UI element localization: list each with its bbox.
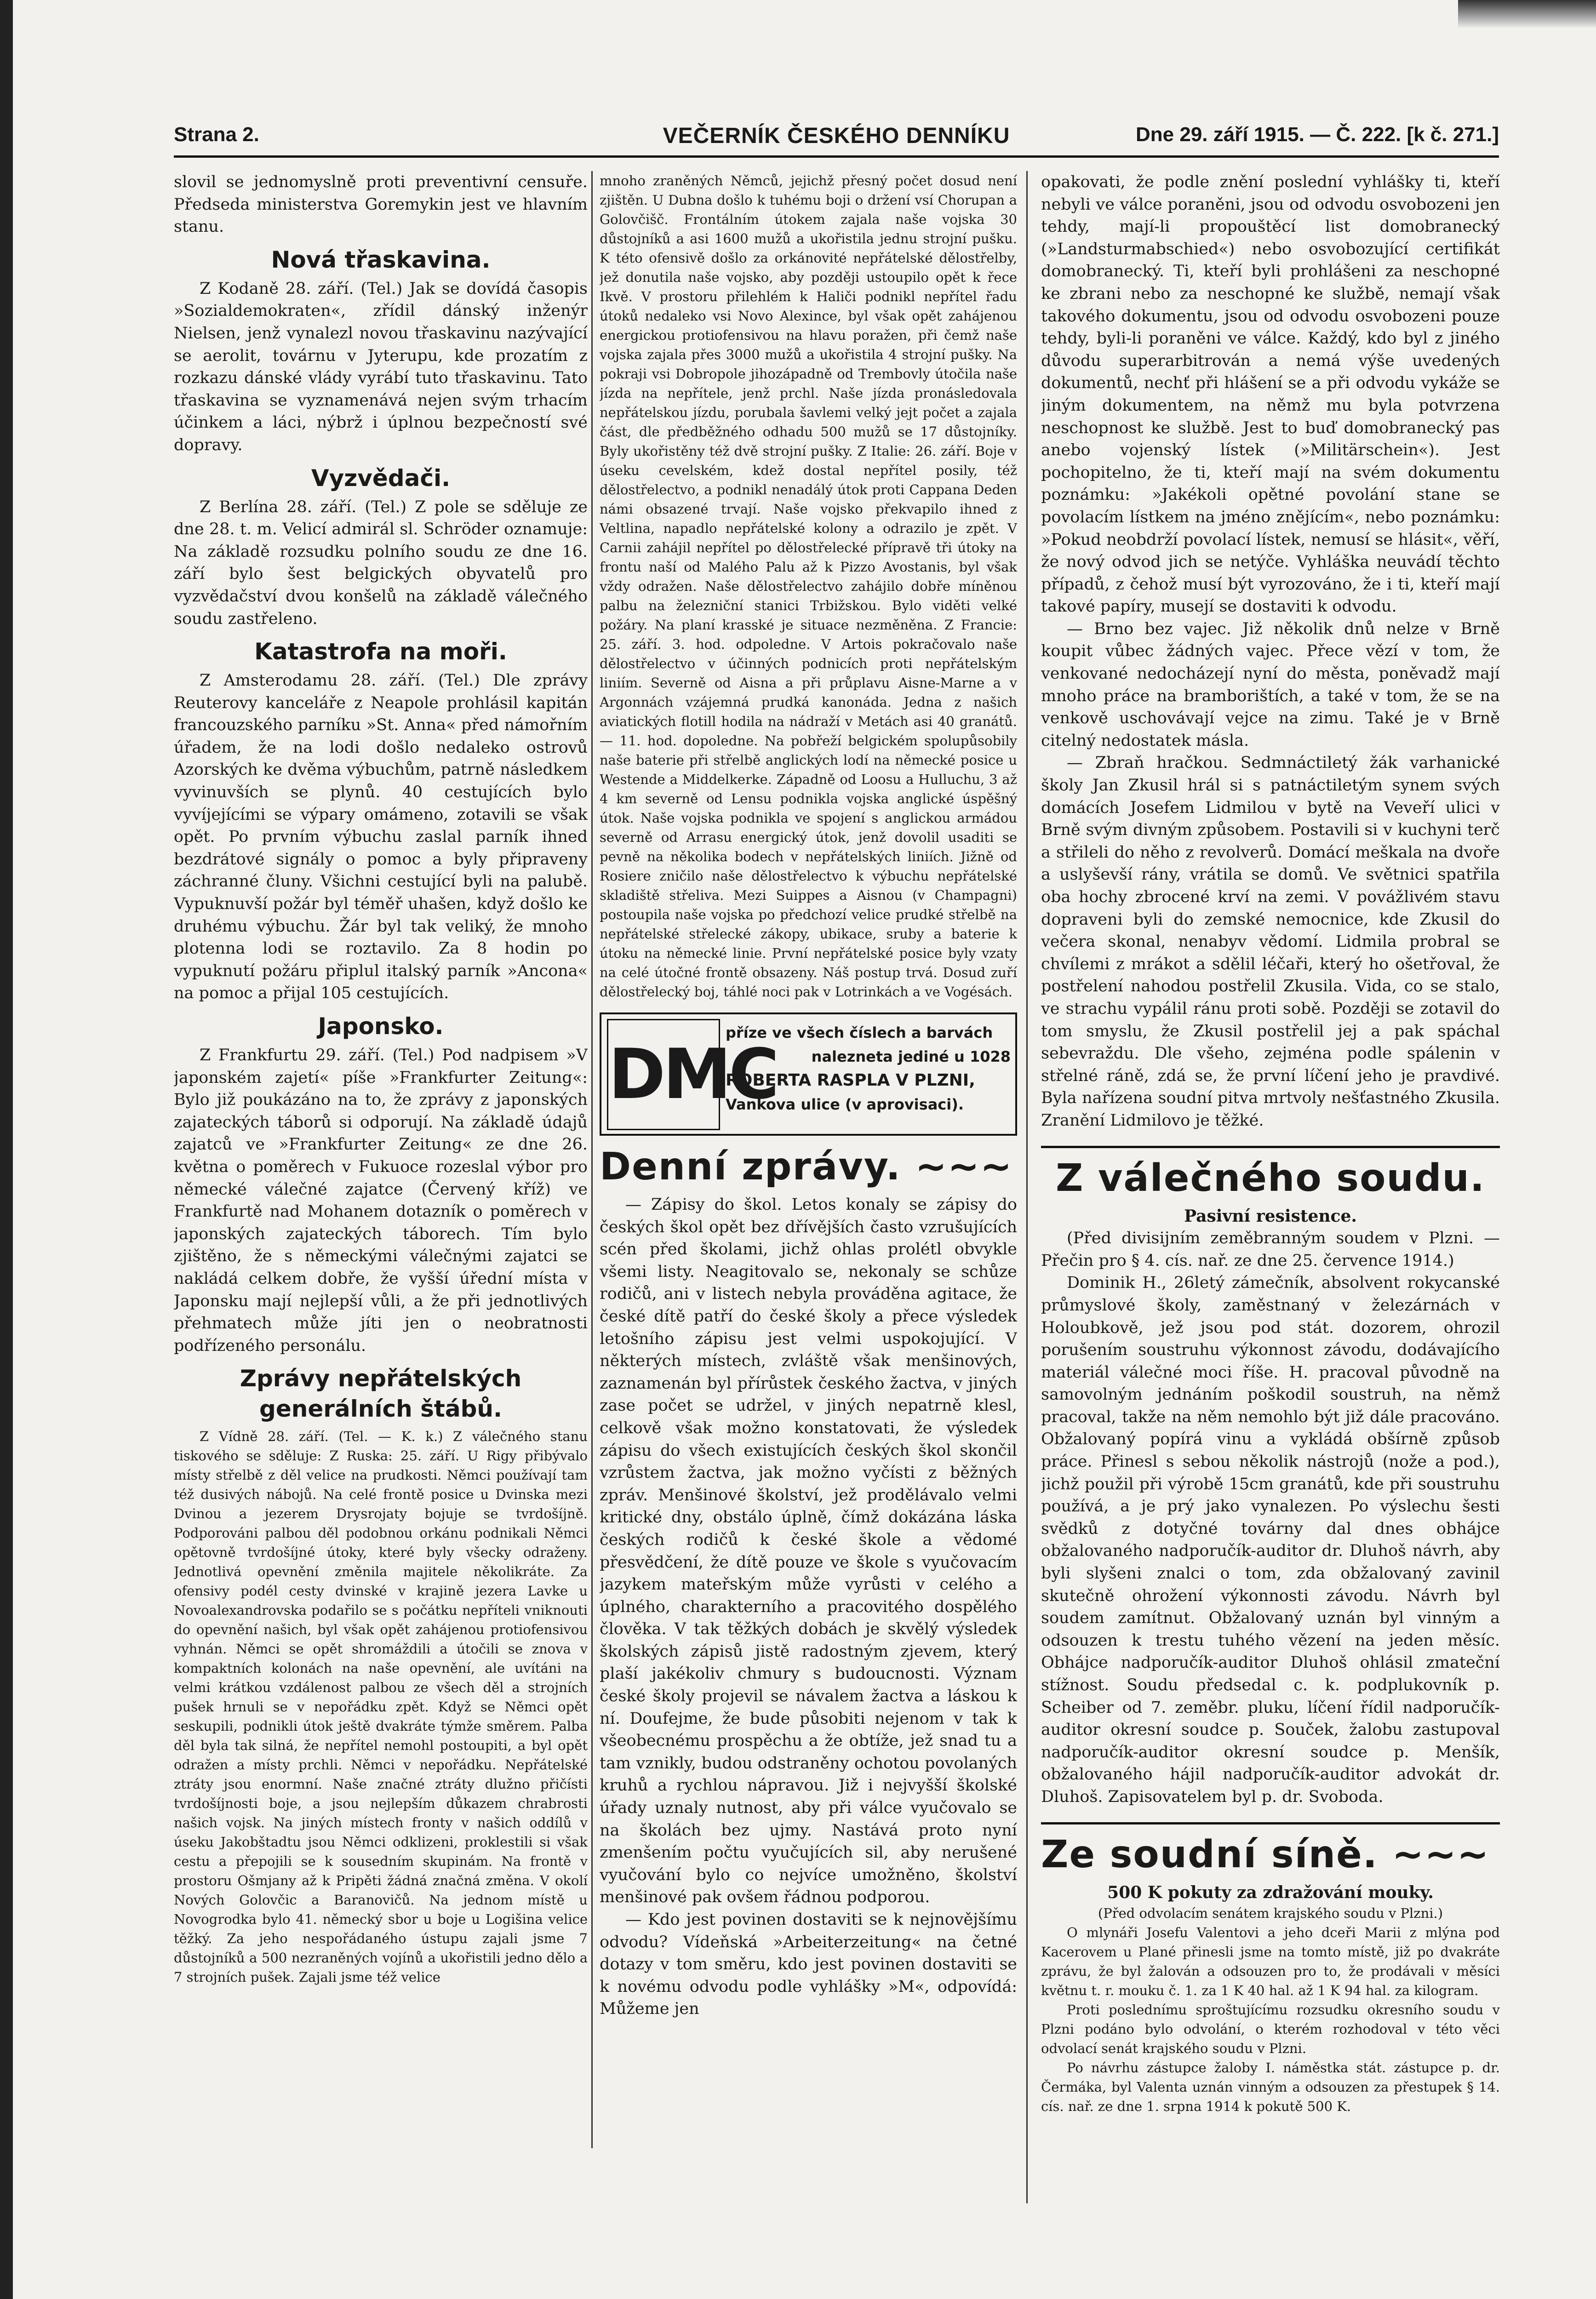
headline-japan: Japonsko. bbox=[318, 1013, 444, 1040]
article-text: Z Vídně 28. září. (Tel. — K. k.) Z válečného stanu tiskového se sděluje: Z Ruska: 25. září. U Rigy přibývalo místy střelbě z děl velice na prudkosti. Němci používají tam též dusivých nábojů. Na celé frontě posice u Dvinska mezi Dvinou a jezerem Drysrojaty bojuje se tvrdošíjně. Podporováni palbou děl podobnou orkánu podnikali Němci opětovně tvrdošíjné útoky, které byly všecky odraženy. Jednotlivá opevnění změnila majitele několikráte. Za ofensivy podél cesty dvinské v krajině jezera Lavke u Novoalexandrovska podařilo se s počátku nepříteli vniknouti do opevnění našich, byl však opět zahájenou protiofensivou vyhnán. Němci se opět shromáždili a útočili se znova v kompaktních kolonách na naše opevnění, ale uvítáni na velmi krátkou vzdálenost palbou ze všech děl a strojních pušek hrnuli se v nepořádku zpět. Když se Němci opět seskupili, podnikli útok ještě dvakráte týmže směrem. Palba děl byla tak silná, že nepřítel nemohl postoupiti, a byl opět odražen a místy prchli. Němci v nepořádku. Nepřátelské ztráty jsou enormní. Naše značné ztráty dlužno přičísti tvrdošíjnosti boje, a jsou nejlepším důkazem chrabrosti našich vojsk. Na jiných místech fronty v našich oddílů v úseku Jakobštadtu jsou Němci odklizeni, proklestili si však cestu a přepojili se k sousedním skupinám. Na frontě v prostoru Ošmjany až k Pripěti žádná značná změna. V okolí Nových Golovčic a Baranovičů. Na jednom místě u Novogrodka bylo 41. německý sbor u boje u Logišina velice těžký. Za jeho nespořádaného ústupu zajali jsme 7 důstojníků a 500 nezraněných vojínů a ukořistili jedno dělo a 7 strojních pušek. Zajali jsme též velice bbox=[174, 1429, 588, 1985]
advertisement-dmc bbox=[600, 1012, 1017, 1136]
section-rule bbox=[1041, 1822, 1500, 1824]
ad-line: Vankova ulice (v aprovisaci). bbox=[726, 1096, 964, 1113]
headline-enemy-staff-reports: Zprávy nepřátelských generálních štábů. bbox=[240, 1365, 522, 1423]
article-text: — Zbraň hračkou. Sedmnáctiletý žák varhanické školy Jan Zkusil hrál si s patnáctiletým synem svých domácích Josefem Lidmilou v bytě na Veveří ulici v Brně svým divným způsobem. Postavili si v kuchyni terč a střileli do něho z revolverů. Domácí meškala na dvoře a uslyševší rány, vrátila se domů. Ve světnici spatřila oba hochy zbrocené krví na zemi. V povážlivém stavu dopraveni byli do zemské nemocnice, kde Zkusil do večera skonal, nenabyv vědomí. Lidmila probral se chvílemi z mrákot a sdělil léčaři, který ho ošetřoval, že postřelení nahodou postřelil Zkusila. Vida, co se stalo, ve strachu vypálil ránu proti sobě. Později se zotavil do tom smyslu, že Zkusil postřelil jej a pak spáchal sebevraždu. Dle všeho, zejména podle spálenin v střelné ráně, zdá se, že první líčení jeho je pravdivé. Byla nařízena soudní pitva mrtvoly nešťastného Zkusila. Zranění Lidmilovo je těžké. bbox=[1041, 754, 1500, 1130]
article-text: opakovati, že podle znění poslední vyhlášky ti, kteří nebyli ve válce poraněni, jsou od odvodu osvobozeni jen tehdy, mají-li propouštěcí list domobranecký (»Landsturmabschied«) nebo osvobozující certifikát domobranecký. Ti, kteří byli prohlášeni za neschopné ke zbrani nebo za neschopné ke službě, nemají však takového dokumentu, jsou od odvodu osvobozeni pouze tehdy, byli-li poraněni ve válce. Každý, kdo byl z jiného důvodu superarbitrován a nemá výše uvedených dokumentů, nechť při hlášení se a při odvodu vykáže se jiným dokumentem, na němž mu byla potvrzena neschopnost ke službě. Jest to buď domobranecký pas anebo vojenský lístek (»Militärschein«). Jest pochopitelno, že ti, kteří mají na svém dokumentu poznámku: »Jakékoli opětné povolání stane se povolacím lístkem na jméno znějícím«, nebo poznámku: »Pokud neobdrží povolací lístek, nemusí se hlásit«, věří, že nový odvod jich se netýče. Vyhláška neuvádí těchto případů, z čehož musí být vyrozováno, že i ti, kteří mají takové papíry, musejí se dostaviti k odvodu. bbox=[1041, 173, 1500, 616]
ornament: ~~~ bbox=[915, 1145, 1013, 1189]
subheadline: 500 K pokuty za zdražování mouky. bbox=[1107, 1882, 1434, 1902]
ornament: ~~~ bbox=[1392, 1832, 1490, 1876]
article-text: mnoho zraněných Němců, jejichž přesný počet dosud není zjištěn. U Dubna došlo k tuhému boji o držení vsí Chorupan a Golovčišč. Frontálním útokem zajala naše vojska 30 důstojníků a asi 1600 mužů a ukořistila jednu strojní pušku. K této ofensivě došlo za orkánovité nepřátelské dělostřelby, jež donutila naše vojsko, aby později ustoupilo opět k řece Ikvě. V prostoru přilehlém k Haliči podnikl nepřítel řadu útoků nedaleko vsi Novo Alexince, byl však opět zahájenou energickou protiofensivou na hlavu poražen, při čemž naše vojska zajala přes 3000 mužů a ukořistila 4 strojní pušky. Na pokraji vsi Dobropole jihozápadně od Trembovly útočila naše jízda na nepřítele, jenž prchl. Naše jízda pronásledovala nepřátelskou jízdu, porubala šavlemi velký jejt počet a zajala část, dle předběžného odhadu 500 mužů se 17 důstojníky. Byly ukořistěny též dvě strojní pušky. Z Italie: 26. září. Boje v úseku cevelském, kdež dostal nepřítel posily, též dělostřelectvo, a podnikl nenadálý útok proti Cappana Deden námi obsazené trvají. Naše vojsko překvapilo ihned z Veltlina, napadlo nepřátelské kolony a odrazilo je zpět. V Carnii zahájil nepřítel po dělostřelecké přípravě tři útoky na frontu naší od Malého Palu až k Pizzo Avostanis, byl však vždy odražen. Naše dělostřelectvo zahájilo dobře míněnou palbu na železniční stanici Trbižskou. Bylo viděti velké požáry. Na planí krasské je situace nezměněna. Z Francie: 25. září. 3. hod. odpoledne. V Artois pokračovalo naše dělostřelectvo v účinných podnicích proti nepřátelským liniím. Severně od Aisna a při průplavu Aisne-Marne a v Argonnách vzájemná prudká kanonáda. Jedna z našich aviatických flotill hodila na nádraží v Metách asi 40 granátů. — 11. hod. dopoledne. Na pobřeží belgickém spolupůsobily naše baterie při střelbě anglických lodí na německé posice u Westende a Middelkerke. Západně od Loosu a Hulluchu, 3 až 4 km severně od Lensu podnikla vojska anglické úspěšný útok. Naše vojska podnikla ve spojení s anglickou armádou severně od Arrasu energický útok, jenž dovolil usaditi se pevně na několika bodech v nepřátelských liniích. Jižně od Rosiere zničilo naše dělostřelectvo k výbuchu nepřátelské skladiště střeliva. Mezi Suippes a Aisnou (v Champagni) postoupila naše vojska po předchozí velice prudké střelbě na nepřátelské střelecké zákopy, ubikace, sruby a baterie k útoku na německé linie. První nepřátelské posice byly vzaty na celé útočné frontě obsazeny. Náš postup trvá. Dosud zuří dělostřelecký boj, táhlé noci pak v Lotrinkách a ve Vogésách. bbox=[600, 173, 1017, 1000]
headline-text: Ze soudní síně. bbox=[1041, 1832, 1378, 1876]
masthead-rule bbox=[174, 155, 1499, 158]
article-text: O mlynáři Josefu Valentovi a jeho dceři Marii z mlýna pod Kacerovem u Plané přinesli jsme na tomto místě, již po dvakráte zprávu, že byl žalován a odsouzen pro to, že prodávali v měsíci květnu t. r. mouku č. 1. za 1 K 40 hal. až 1 K 94 hal. za kilogram. bbox=[1041, 1925, 1500, 1999]
ad-line: nalezneta jediné u 1028 bbox=[811, 1048, 1011, 1065]
article-text: — Kdo jest povinen dostaviti se k nejnovějšímu odvodu? Vídeňská »Arbeiterzeitung« na četné dotazy v tom směru, kdo jest povinen dostaviti se k novému odvodu podle vyhlášky »M«, odpovídá: Můžeme jen bbox=[600, 1910, 1017, 2019]
masthead bbox=[174, 123, 1499, 151]
headline-new-explosive: Nová třaskavina. bbox=[271, 246, 491, 273]
scan-edge bbox=[0, 0, 13, 2299]
article-text: Proti poslednímu sproštujícímu rozsudku okresního soudu v Plzni podáno bylo odvolání, o kterém rozhodoval v této věci odvolací senát krajského soudu v Plzni. bbox=[1041, 2002, 1500, 2057]
headline-spies: Vyzvědači. bbox=[311, 464, 451, 492]
issue-date: Dne 29. září 1915. — Č. 222. [k č. 271.] bbox=[1136, 123, 1499, 146]
headline-daily-news bbox=[600, 1145, 1017, 1189]
article-text: Z Berlína 28. září. (Tel.) Z pole se sděluje ze dne 28. t. m. Velicí admirál sl. Schröder oznamuje: Na základě rozsudku polního soudu ze dne 16. září bylo šest belgických obyvatelů pro vyzvědačství dvou konšelů na základě válečného soudu zastřeleno. bbox=[174, 498, 588, 628]
ad-text bbox=[726, 1021, 1011, 1116]
headline-war-court: Z válečného soudu. bbox=[1055, 1156, 1486, 1200]
column-2 bbox=[600, 171, 1017, 2203]
article-text: Po návrhu zástupce žaloby I. náměstka stát. zástupce p. dr. Čermáka, byl Valenta uznán vinným a odsouzen za přestupek § 14. cís. nař. ze dne 1. srpna 1914 k pokutě 500 K. bbox=[1041, 2060, 1500, 2115]
article-text: Z Frankfurtu 29. září. (Tel.) Pod nadpisem »V japonském zajetí« píše »Frankfurter Zeitung«: Bylo již poukázáno na to, že zprávy z japonských zajateckých táborů si odporují. Na základě údajů zajatců ve »Frankfurter Zeitung« ze dne 26. května o poměrech v Fukuoce rozeslal výbor pro německé válečné zajatce (Červený kříž) ve Frankfurtě nad Mohanem dotazník o poměrech v japonských zajateckých táborech. Tím bylo zjištěno, že s německými válečnými zajatci se nakládá celkem dobře, že vyšší úřední místa v Japonsku mají nejlepší vůli, a že při jednotlivých přehmatech může jíti jen o neobratnosti podřízeného personálu. bbox=[174, 1046, 588, 1355]
dmc-logo: DMC bbox=[607, 1019, 720, 1130]
page-number: Strana 2. bbox=[174, 123, 259, 146]
headline-sea-disaster: Katastrofa na moři. bbox=[254, 638, 507, 665]
court-note: (Před divisijním zeměbranným soudem v Plzni. — Přečin pro § 4. cís. nař. ze dne 25. července 1914.) bbox=[1041, 1229, 1500, 1270]
article-text: slovil se jednomyslně proti preventivní censuře. Předseda ministerstva Goremykin jest ve hlavním stanu. bbox=[174, 173, 588, 236]
paper-title: VEČERNÍK ČESKÉHO DENNÍKU bbox=[663, 124, 1010, 148]
ad-line: příze ve všech číslech a barvách bbox=[726, 1024, 993, 1041]
column-divider bbox=[1026, 171, 1028, 2203]
section-rule bbox=[1041, 1146, 1500, 1148]
scan-corner-shadow bbox=[1458, 0, 1596, 28]
ad-line: ROBERTA RASPLA V PLZNI, bbox=[726, 1071, 975, 1090]
column-divider bbox=[591, 171, 593, 2148]
column-1 bbox=[174, 171, 588, 2148]
headline-court-hall bbox=[1041, 1833, 1500, 1877]
article-text: Z Kodaně 28. září. (Tel.) Jak se dovídá časopis »Sozialdemokraten«, zřídil dánský inženýr Nielsen, jenž vynalezl novou třaskavinu nazývající se aerolit, továrnu v Jyterupu, kde prozatím z rozkazu dánské vlády vyrábí tuto třaskavinu. Tato třaskavina se vyznamenává nejen svým trhacím účinkem a láci, nýbrž i úplnou bezpečností své dopravy. bbox=[174, 279, 588, 454]
article-text: — Brno bez vajec. Již několik dnů nelze v Brně koupit vůbec žádných vajec. Přece vězí v tom, že venkované nedocházejí nyní do města, poněvadž mají mnoho práce na bramborištích, a také v tom, že se na venkově uschovávají vejce na zimu. Také je v Brně citelný nedostatek másla. bbox=[1041, 619, 1500, 750]
court-note: (Před odvolacím senátem krajského soudu v Plzni.) bbox=[1098, 1905, 1443, 1922]
article-text: Z Amsterodamu 28. září. (Tel.) Dle zprávy Reuterovy kanceláře z Neapole prohlásil kapitán francouzského parníku »St. Anna« před námořním úřadem, že na lodi došlo nedaleko ostrovů Azorských ke dvěma výbuchům, patrně následkem vyvinuvších se plynů. 40 cestujících bylo vyvíjejícími se výpary omámeno, zotavili se však opět. Po prvním výbuchu zaslal parník ihned bezdrátové signály o pomoc a byly připraveny záchranné čluny. Všichni cestující byli na palubě. Vypuknuvší požár byl téměř uhašen, když došlo ke druhému výbuchu. Žár byl tak veliký, že mnoho plotenna lodi se roztavilo. Za 8 hodin po vypuknutí požáru připlul italský parník »Ancona« na pomoc a přijal 105 cestujících. bbox=[174, 671, 588, 1003]
column-3 bbox=[1041, 171, 1500, 2148]
headline-text: Denní zprávy. bbox=[600, 1145, 901, 1189]
article-text: — Zápisy do škol. Letos konaly se zápisy do českých škol opět bez dřívějších často vzrušujících scén před školami, jichž ohlas prolétl obvykle všemi listy. Neagitovalo se, nekonaly se schůze rodičů, ani v listech nebyla prováděna agitace, že české dítě patří do české školy a přece výsledek letošního zápisu jest velmi uspokojující. V některých místech, zvláště však menšinových, zaznamenán byl přírůstek českého žactva, v jiných zase počet se udržel, v jiných nepatrně klesl, celkově však možno konstatovati, že výsledek zápisu do všech existujících českých škol skončil vzrůstem žactva, jak možno vyčísti z běžných zpráv. Menšinové školství, jež prodělávalo velmi kritické dny, obstálo úplně, čímž dokázána láska českých rodičů k české škole a vědomé přesvědčení, že dítě pouze ve škole s vyučovacím jazykem mateřským může vyrůsti v celého a úplného, charakterního a pracovitého dospělého člověka. V tak těžkých dobách je skvělý výsledek školských zápisů jistě radostným zjevem, který plaší jakékoliv chmury s budoucnosti. Význam české školy projevil se návalem žactva a láskou k ní. Doufejme, že bude působiti nejenom v tak k všeobecnému prospěchu a že obtíže, jež snad tu a tam vznikly, budou odstraněny ochotou povolaných kruhů a rychlou nápravou. Již i nejvyšší školské úřady uznaly nutnost, aby při válce vyučovalo se na školách bez ujmy. Nastává proto nyní zmenšením počtu vyučujících sil, aby nerušené vyučování bylo co nejvíce umožněno, školství menšinové pak ovšem řádnou podporou. bbox=[600, 1195, 1017, 1907]
article-text: Dominik H., 26letý zámečník, absolvent rokycanské průmyslové školy, zaměstnaný v železárnách v Holoubkově, jež jsou pod stát. dozorem, ohrozil porušením soustruhu výkonnost závodu, dodávajícího materiál válečné moci říše. H. pracoval původně na samovolným jednáním poškodil soustruh, na němž pracoval, takže na něm nemohlo být již dále pracováno. Obžalovaný popírá vinu a vykládá obšírně způsob práce. Přinesl s sebou několik nástrojů (nože a pod.), jichž použil při výrobě 15cm granátů, kde při soustruhu používá, a je prý jako vynalezen. Po výslechu šesti svědků z dotyčné továrny dal dnes obhájce obžalovaného nadporučík-auditor dr. Dluhoš návrh, aby byli slyšeni znalci o tom, zda obžalovaný zavinil skutečně ohrožení výkonnosti závodu. Návrh byl soudem zamítnut. Obžalovaný uznán byl vinným a odsouzen k trestu tuhého vězení na jeden měsíc. Obhájce nadporučík-auditor Dluhoš ohlásil zmateční stížnost. Soudu předsedal c. k. podplukovník p. Scheiber od 7. zeměbr. pluku, líčení řídil nadporučík-auditor okresní soudce p. Souček, žalobu zastupoval nadporučík-auditor okresní soudce p. Menšík, obžalovaného hájil nadporučík-auditor advokát dr. Dluhoš. Zapisovatelem byl p. dr. Svoboda. bbox=[1041, 1274, 1500, 1806]
subheadline: Pasivní resistence. bbox=[1184, 1206, 1357, 1226]
